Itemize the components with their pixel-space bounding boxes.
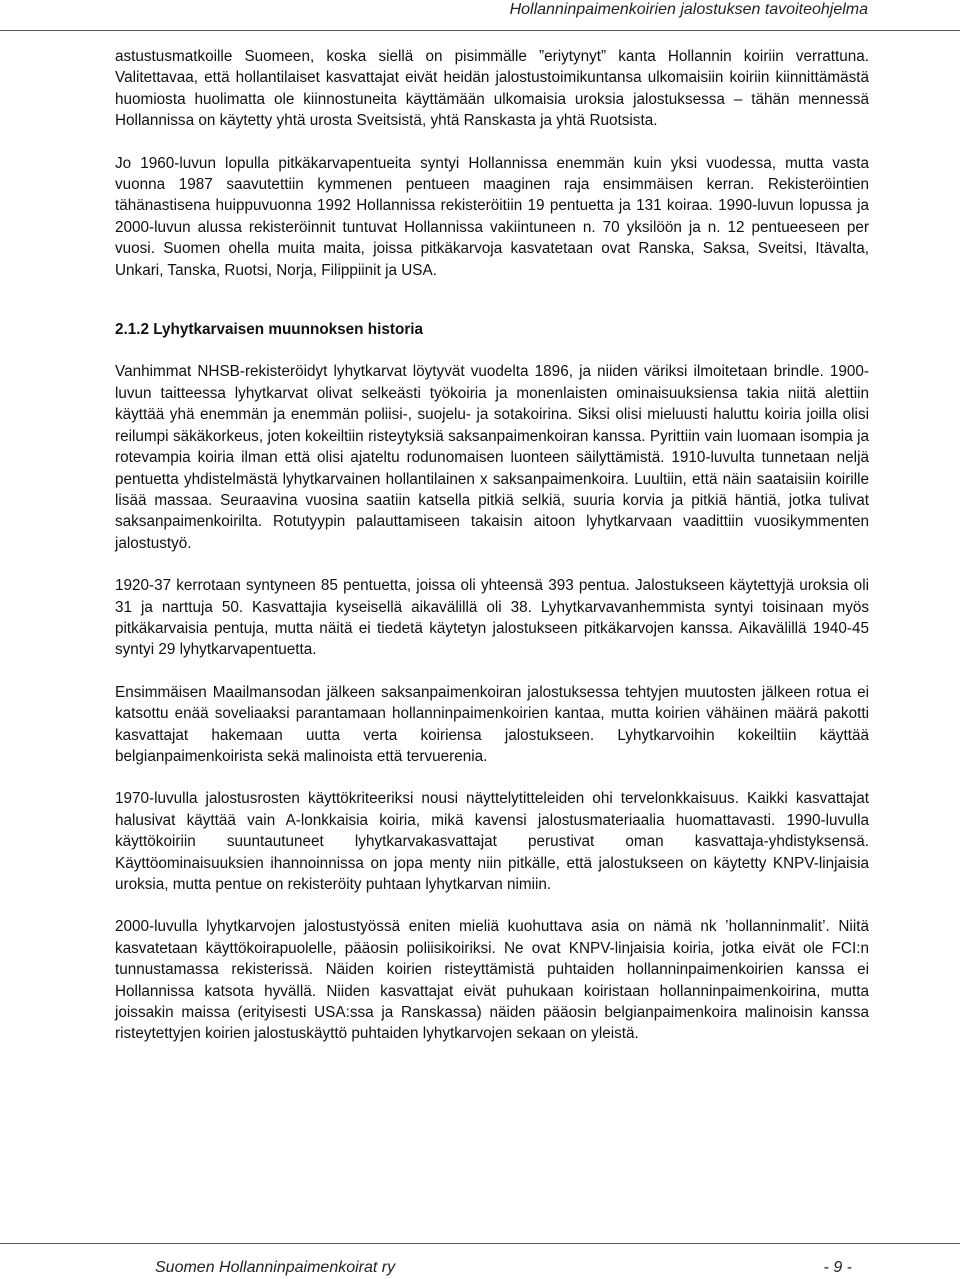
header-divider <box>0 30 960 31</box>
paragraph-4: 1920-37 kerrotaan syntyneen 85 pentuetta, joissa oli yhteensä 393 pentua. Jalostukseen käytettyjä uroksia oli 31 ja narttuja 50. Kasvattajia kyseisellä aikavälillä oli 38. Lyhytkarvavanhemmista syntyi toisinaan myös pitkäkarvaisia pentuja, mutta näitä ei tiedetä käytetyn jalostukseen pitkäkarvojen kanssa. Aikavälillä 1940-45 syntyi 29 lyhytkarvapentuetta. <box>115 577 869 659</box>
paragraph-7: 2000-luvulla lyhytkarvojen jalostustyössä eniten mieliä kuohuttava asia on nämä nk ’hollanninmalit’. Niitä kasvatetaan käyttökoirapuolelle, pääosin poliisikoiriksi. Ne ovat KNPV-linjaisia koiria, jotka eivät ole FCI:n tunnustamassa rekisterissä. Näiden koirien risteyttämistä puhtaiden hollanninpaimenkoirien kanssa ei Hollannissa katsota hyvällä. Niiden kasvattajat eivät puhukaan koiristaan hollanninpaimenkoirina, mutta joissakin maissa (erityisesti USA:ssa ja Ranskassa) näiden pääosin belgianpaimenkoira malinoisin kanssa risteytettyjen koirien jalostuskäyttö puhtaiden lyhytkarvojen sekaan on yleistä. <box>115 918 869 1043</box>
page-number: - 9 - <box>823 1259 852 1276</box>
footer-publisher: Suomen Hollanninpaimenkoirat ry <box>155 1259 396 1276</box>
section-heading: 2.1.2 Lyhytkarvaisen muunnoksen historia <box>115 321 424 339</box>
paragraph-6: 1970-luvulla jalostusrosten käyttökriteeriksi nousi näyttelytitteleiden ohi tervelonkkaisuus. Kaikki kasvattajat halusivat käyttää vain A-lonkkaisia koiria, mikä kavensi jalostusmateriaalia huomattavasti. 1990-luvulla käyttökoiriin suuntautuneet lyhytkarvakasvattajat perustivat oman kasvattaja-yhdistyksensä. Käyttöominaisuuksien ihannoinnissa on jopa menty niin pitkälle, että jalostukseen on käytetty KNPV-linjaisia uroksia, mutta pentue on rekisteröity puhtaan lyhytkarvan nimiin. <box>115 790 869 893</box>
paragraph-3: Vanhimmat NHSB-rekisteröidyt lyhytkarvat löytyvät vuodelta 1896, ja niiden väriksi ilmoitetaan brindle. 1900-luvun taitteessa lyhytkarvat olivat selkeästi työkoiria ja monenlaisten ominaisuuksiensa takia niitä alettiin käyttää yhä enemmän ja enemmän poliisi-, suojelu- ja sotakoirina. Siksi olisi mieluusti haluttu koiria joilla olisi reilumpi säkäkorkeus, joten kokeiltiin risteytyksiä saksanpaimenkoiran kanssa. Pyrittiin vain luomaan isompia ja rotevampia koiria ilman että olisi ajateltu rodunomaisen luonteen säilyttämistä. 1910-luvulta tunnetaan neljä pentuetta yhdistelmästä lyhytkarvainen hollantilainen x saksanpaimenkoira. Luultiin, että näin saataisiin koirille lisää massaa. Seuraavina vuosina saatiin katsella pitkiä selkiä, suuria korvia ja pitkiä häntiä, jotka tulivat saksanpaimenkoirilta. Rotutyypin palauttamiseen takaisin aitoon lyhytkarvaan vaadittiin vuosikymmenten jalostustyö. <box>115 363 869 552</box>
paragraph-1: astustusmatkoille Suomeen, koska siellä on pisimmälle ”eriytynyt” kanta Hollannin koiriin verrattuna. Valitettavaa, että hollantilaiset kasvattajat eivät heidän jalostustoimikuntansa ulkomaisiin koiriin kiinnittämästä huomiosta huolimatta ole kiinnostuneita käyttämään ulkomaisia uroksia jalostuksessa – tähän mennessä Hollannissa on käytetty yhtä urosta Sveitsistä, yhtä Ranskasta ja yhtä Ruotsista. <box>115 48 869 130</box>
footer-divider <box>0 1243 960 1244</box>
running-header-title: Hollanninpaimenkoirien jalostuksen tavoiteohjelma <box>509 1 868 18</box>
paragraph-5: Ensimmäisen Maailmansodan jälkeen saksanpaimenkoiran jalostuksessa tehtyjen muutosten jälkeen rotua ei katsottu enää soveliaaksi parantamaan hollanninpaimenkoirien kantaa, mutta koirien vähäinen määrä pakotti kasvattajat hakemaan uutta verta koiriensa jalostukseen. Lyhytkarvoihin kokeiltiin käyttää belgianpaimenkoirista sekä malinoista että tervuerenia. <box>115 683 869 765</box>
paragraph-2: Jo 1960-luvun lopulla pitkäkarvapentueita syntyi Hollannissa enemmän kuin yksi vuodessa, mutta vasta vuonna 1987 saavutettiin kymmenen pentueen maaginen raja ensimmäisen kerran. Rekisteröintien tähänastisena huippuvuonna 1992 Hollannissa rekisteröitiin 19 pentuetta ja 131 koiraa. 1990-luvun lopussa ja 2000-luvun alussa rekisteröinnit tuntuvat Hollannissa vakiintuneen n. 70 yksilöön ja n. 12 pentueeseen per vuosi. Suomen ohella muita maita, joissa pitkäkarvoja kasvatetaan ovat Ranska, Saksa, Sveitsi, Itävalta, Unkari, Tanska, Ruotsi, Norja, Filippiinit ja USA. <box>115 154 869 279</box>
page-body <box>115 46 869 1066</box>
